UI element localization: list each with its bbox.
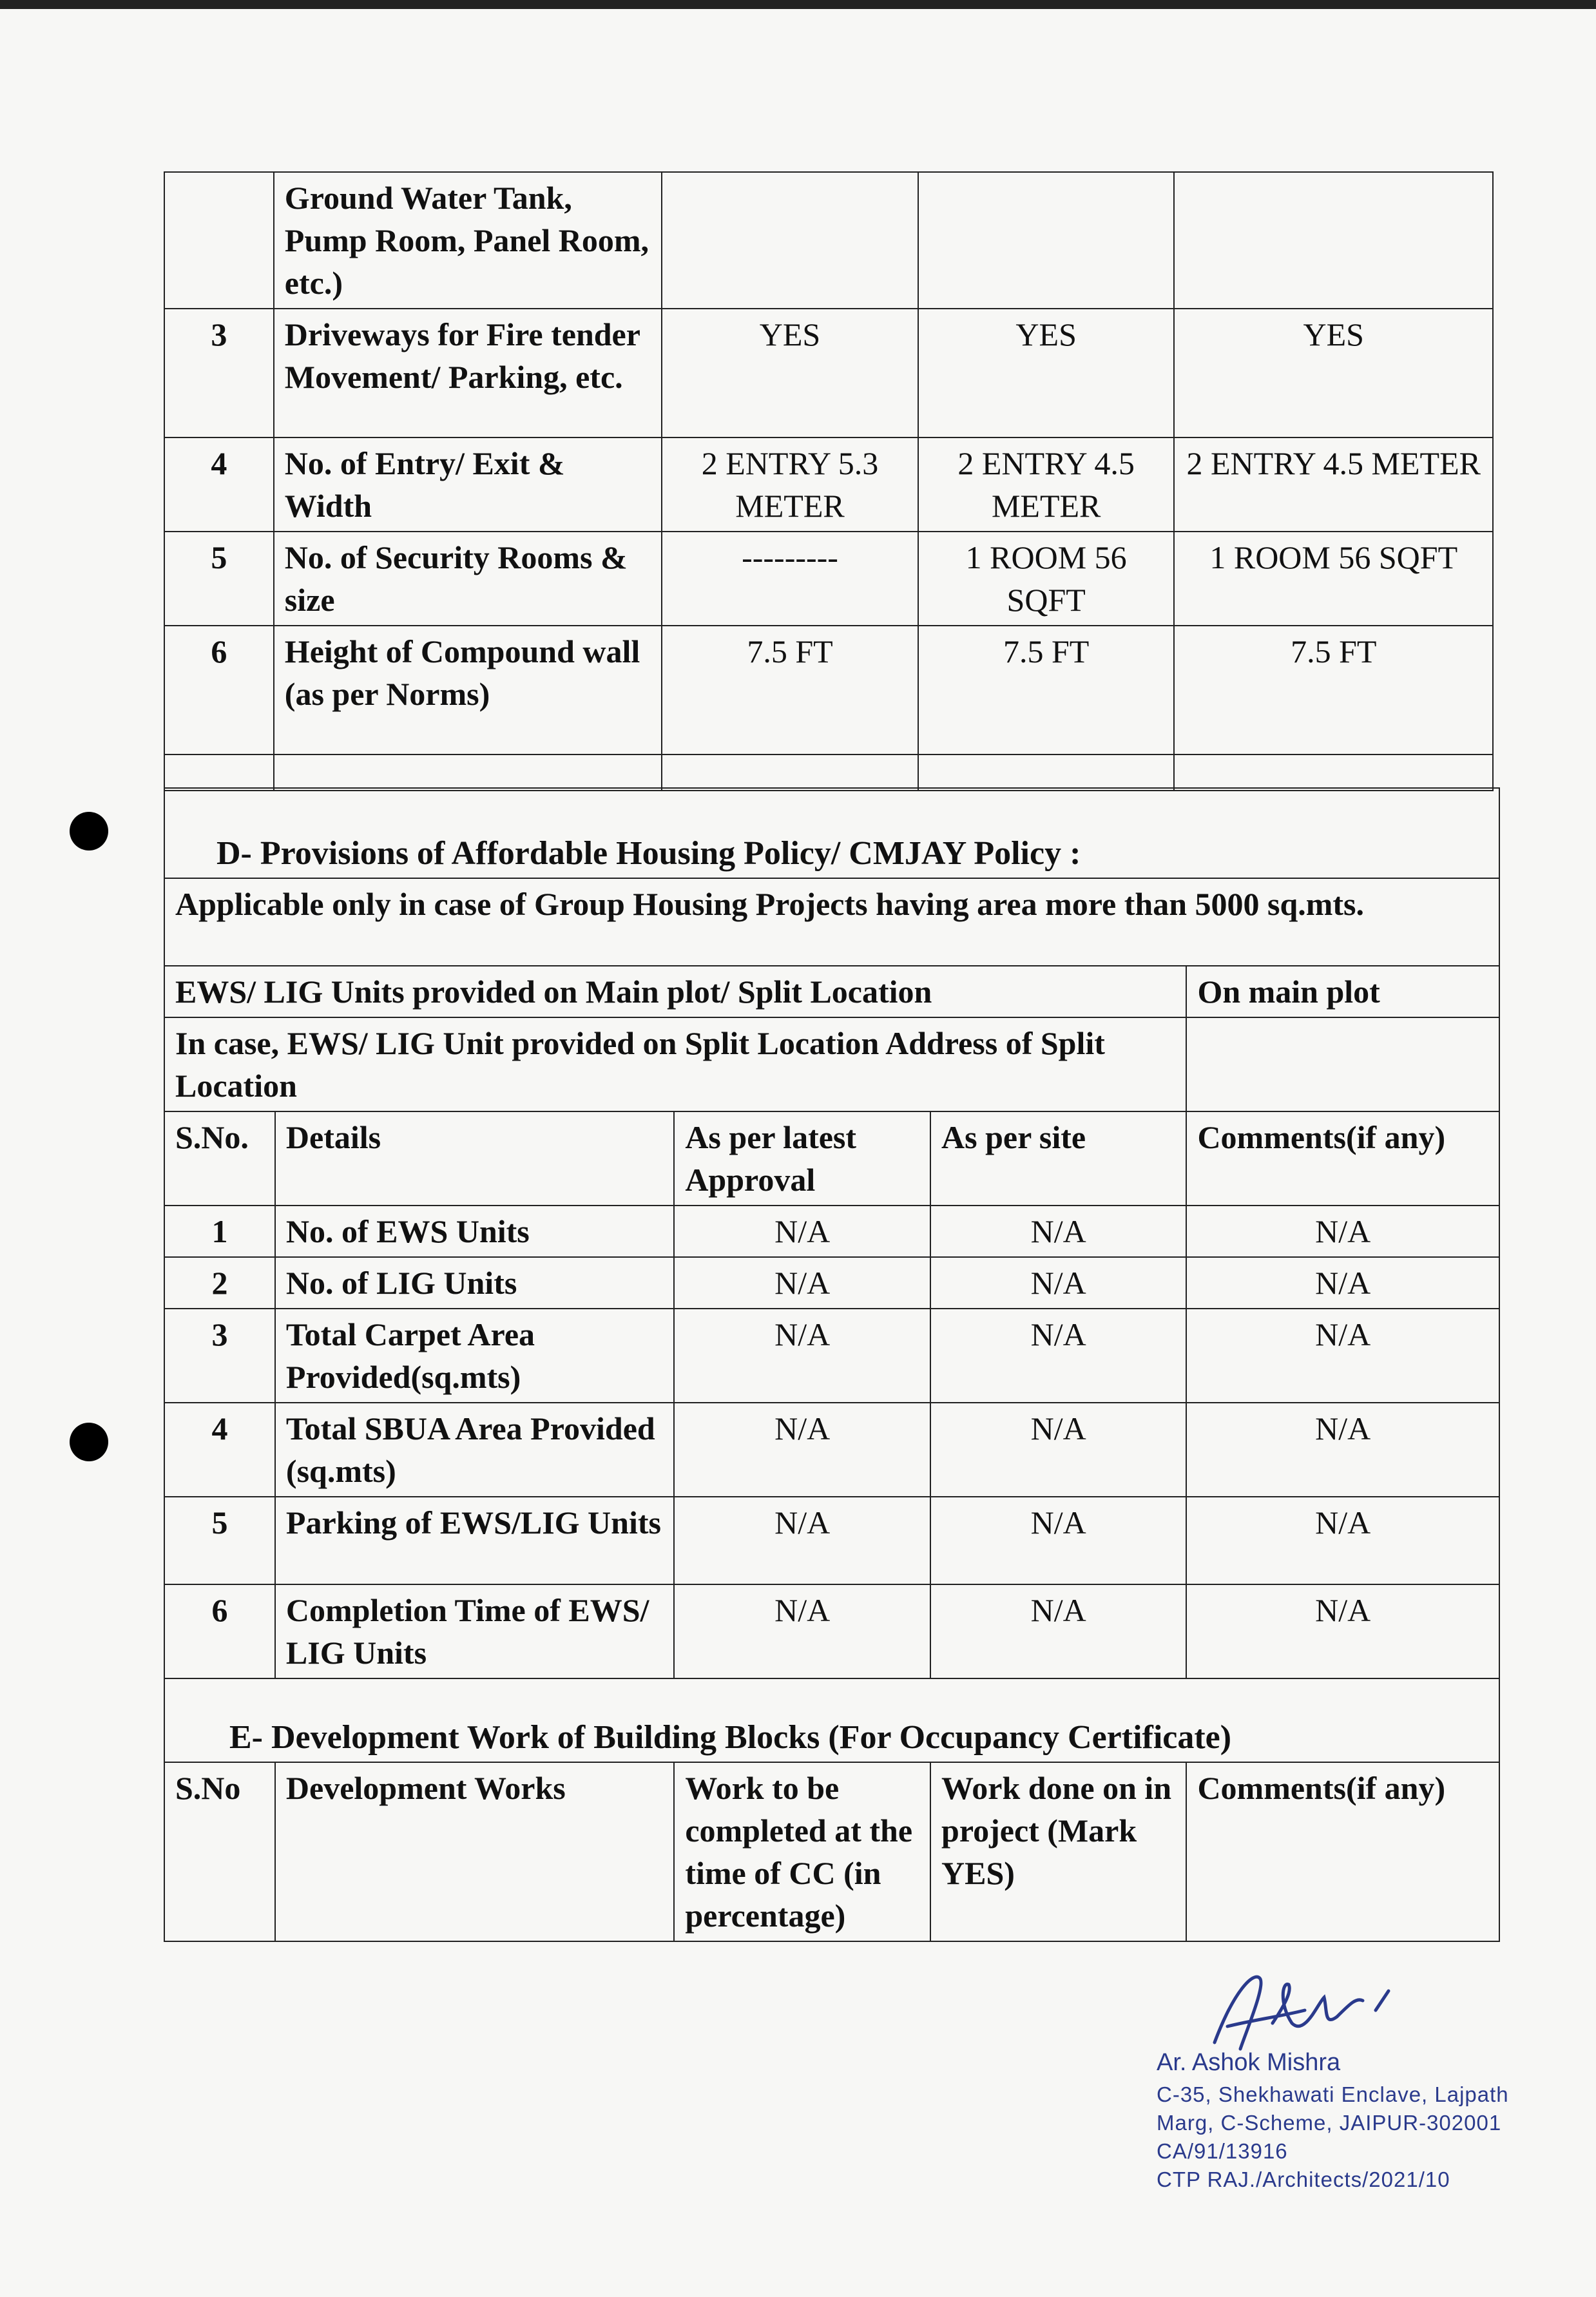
applicable-note: Applicable only in case of Group Housing Projects having area more than 5000 sq.mts.: [164, 878, 1499, 966]
row-col1: ---------: [662, 532, 918, 626]
row-sno: [164, 172, 274, 309]
punch-hole-top: [70, 812, 108, 851]
row-item: Height of Compound wall (as per Norms): [274, 626, 662, 754]
architect-registration: CTP RAJ./Architects/2021/10: [1157, 2167, 1450, 2191]
empty-cell: [164, 754, 274, 791]
header-work-done: Work done on in project (Mark YES): [930, 1762, 1186, 1941]
row-col3: [1174, 172, 1493, 309]
row-sno: 6: [164, 1584, 275, 1678]
row-col1: 2 ENTRY 5.3 METER: [662, 437, 918, 532]
section-e-title: E- Development Work of Building Blocks (For Occupancy Certificate): [164, 1678, 1499, 1762]
row-col2: [918, 172, 1175, 309]
row-item: No. of Entry/ Exit & Width: [274, 437, 662, 532]
empty-cell: [662, 754, 918, 791]
row-sno: 3: [164, 1309, 275, 1403]
row-col2: 2 ENTRY 4.5 METER: [918, 437, 1175, 532]
row-detail: Total SBUA Area Provided (sq.mts): [275, 1403, 674, 1497]
row-col2: 1 ROOM 56 SQFT: [918, 532, 1175, 626]
table-row: [164, 1497, 1499, 1584]
affordable-housing-table: [164, 787, 1500, 1942]
scan-top-edge: [0, 0, 1596, 9]
table-row: [164, 1257, 1499, 1309]
row-comments: N/A: [1186, 1206, 1499, 1257]
table-row: [164, 309, 1493, 437]
row-sno: 4: [164, 437, 274, 532]
row-sno: 1: [164, 1206, 275, 1257]
section-e-title-row: [164, 1678, 1499, 1762]
row-sno: 3: [164, 309, 274, 437]
row-site: N/A: [930, 1403, 1186, 1497]
ews-location-row: [164, 966, 1499, 1017]
row-item: No. of Security Rooms & size: [274, 532, 662, 626]
header-approval: As per latest Approval: [674, 1111, 930, 1206]
header-comments: Comments(if any): [1186, 1111, 1499, 1206]
ews-location-label: EWS/ LIG Units provided on Main plot/ Split Location: [164, 966, 1186, 1017]
row-site: N/A: [930, 1257, 1186, 1309]
header-work-at-cc: Work to be completed at the time of CC (in percentage): [674, 1762, 930, 1941]
row-site: N/A: [930, 1309, 1186, 1403]
table-row: [164, 1206, 1499, 1257]
empty-cell: [1174, 754, 1493, 791]
site-details-table: [164, 171, 1494, 791]
header-comments: Comments(if any): [1186, 1762, 1499, 1941]
header-sno: S.No: [164, 1762, 275, 1941]
row-item: Ground Water Tank, Pump Room, Panel Room, etc.): [274, 172, 662, 309]
row-sno: 5: [164, 532, 274, 626]
row-col3: 1 ROOM 56 SQFT: [1174, 532, 1493, 626]
table-header-row: [164, 1111, 1499, 1206]
row-approval: N/A: [674, 1309, 930, 1403]
row-col1: 7.5 FT: [662, 626, 918, 754]
table-row-empty: [164, 754, 1493, 791]
section-d-title-row: [164, 788, 1499, 878]
header-site: As per site: [930, 1111, 1186, 1206]
architect-address-line2: Marg, C-Scheme, JAIPUR-302001: [1157, 2111, 1502, 2135]
row-approval: N/A: [674, 1403, 930, 1497]
split-location-label: In case, EWS/ LIG Unit provided on Split Location Address of Split Location: [164, 1017, 1186, 1111]
row-comments: N/A: [1186, 1403, 1499, 1497]
empty-cell: [274, 754, 662, 791]
row-col3: YES: [1174, 309, 1493, 437]
row-comments: N/A: [1186, 1584, 1499, 1678]
row-comments: N/A: [1186, 1497, 1499, 1584]
row-col3: 7.5 FT: [1174, 626, 1493, 754]
row-col1: [662, 172, 918, 309]
row-col1: YES: [662, 309, 918, 437]
row-site: N/A: [930, 1584, 1186, 1678]
row-col3: 2 ENTRY 4.5 METER: [1174, 437, 1493, 532]
section-e-header-row: [164, 1762, 1499, 1941]
table-row: [164, 532, 1493, 626]
applicable-row: [164, 878, 1499, 966]
row-sno: 4: [164, 1403, 275, 1497]
split-location-row: [164, 1017, 1499, 1111]
row-approval: N/A: [674, 1497, 930, 1584]
row-comments: N/A: [1186, 1257, 1499, 1309]
table-row: [164, 437, 1493, 532]
row-site: N/A: [930, 1497, 1186, 1584]
table-row: [164, 1403, 1499, 1497]
row-detail: Completion Time of EWS/ LIG Units: [275, 1584, 674, 1678]
architect-ca-number: CA/91/13916: [1157, 2139, 1288, 2163]
row-site: N/A: [930, 1206, 1186, 1257]
table-row: [164, 172, 1493, 309]
row-detail: Total Carpet Area Provided(sq.mts): [275, 1309, 674, 1403]
row-sno: 2: [164, 1257, 275, 1309]
ews-location-value: On main plot: [1186, 966, 1499, 1017]
table-row: [164, 1584, 1499, 1678]
architect-address-line1: C-35, Shekhawati Enclave, Lajpath: [1157, 2082, 1509, 2106]
row-col2: 7.5 FT: [918, 626, 1175, 754]
signature-mark: [1195, 1965, 1427, 2062]
row-approval: N/A: [674, 1206, 930, 1257]
table-row: [164, 1309, 1499, 1403]
header-sno: S.No.: [164, 1111, 275, 1206]
architect-name: Ar. Ashok Mishra: [1157, 2049, 1341, 2076]
section-d-title: D- Provisions of Affordable Housing Policy/ CMJAY Policy :: [164, 788, 1499, 878]
row-approval: N/A: [674, 1257, 930, 1309]
header-details: Details: [275, 1111, 674, 1206]
row-sno: 6: [164, 626, 274, 754]
table-row: [164, 626, 1493, 754]
row-comments: N/A: [1186, 1309, 1499, 1403]
empty-cell: [918, 754, 1175, 791]
split-location-value: [1186, 1017, 1499, 1111]
punch-hole-bottom: [70, 1423, 108, 1461]
row-detail: No. of EWS Units: [275, 1206, 674, 1257]
row-detail: No. of LIG Units: [275, 1257, 674, 1309]
row-col2: YES: [918, 309, 1175, 437]
row-detail: Parking of EWS/LIG Units: [275, 1497, 674, 1584]
row-approval: N/A: [674, 1584, 930, 1678]
row-sno: 5: [164, 1497, 275, 1584]
header-development-works: Development Works: [275, 1762, 674, 1941]
row-item: Driveways for Fire tender Movement/ Parking, etc.: [274, 309, 662, 437]
